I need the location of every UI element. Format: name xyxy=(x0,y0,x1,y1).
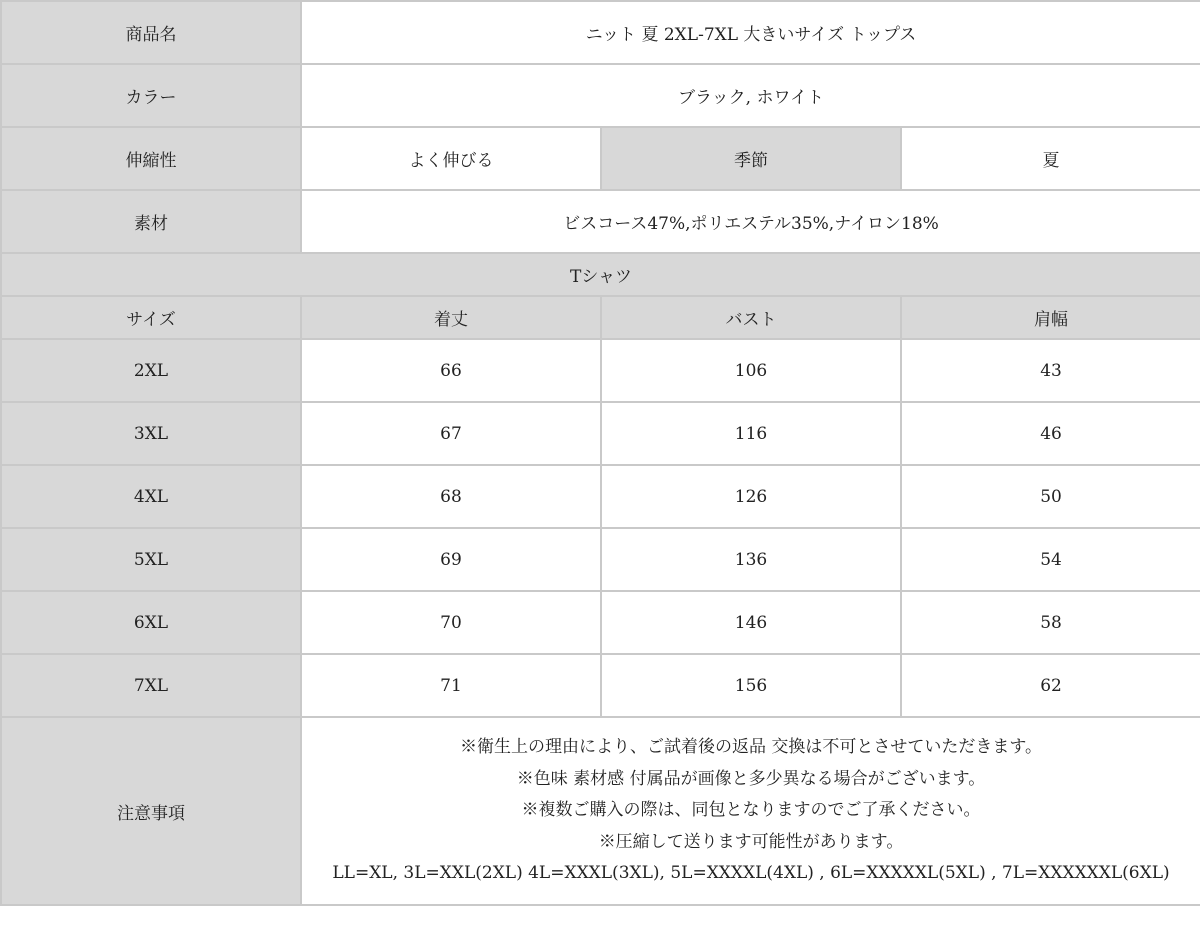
notes-content xyxy=(301,717,1200,905)
shoulder-cell: 43 xyxy=(901,339,1200,402)
stretch-value: よく伸びる xyxy=(301,127,601,190)
size-header: サイズ xyxy=(1,296,301,339)
product-name-value: ニット 夏 2XL-7XL 大きいサイズ トップス xyxy=(301,1,1200,64)
size-table-title: Tシャツ xyxy=(1,253,1200,296)
table-row xyxy=(1,528,1200,591)
table-row xyxy=(1,402,1200,465)
material-value: ビスコース47%,ポリエステル35%,ナイロン18% xyxy=(301,190,1200,253)
bust-cell: 106 xyxy=(601,339,901,402)
stretch-season-row xyxy=(1,127,1200,190)
note-line: ※圧縮して送ります可能性があります。 xyxy=(598,831,904,852)
season-label: 季節 xyxy=(601,127,901,190)
shoulder-cell: 54 xyxy=(901,528,1200,591)
shoulder-cell: 62 xyxy=(901,654,1200,717)
size-cell: 2XL xyxy=(1,339,301,402)
table-row xyxy=(1,465,1200,528)
length-cell: 71 xyxy=(301,654,601,717)
notes-label: 注意事項 xyxy=(1,717,301,905)
material-row xyxy=(1,190,1200,253)
color-row xyxy=(1,64,1200,127)
size-cell: 3XL xyxy=(1,402,301,465)
bust-cell: 156 xyxy=(601,654,901,717)
note-line: ※衛生上の理由により、ご試着後の返品 交換は不可とさせていただきます。 xyxy=(459,737,1043,758)
shoulder-header: 肩幅 xyxy=(901,296,1200,339)
color-label: カラー xyxy=(1,64,301,127)
size-header-row xyxy=(1,296,1200,339)
length-cell: 70 xyxy=(301,591,601,654)
length-cell: 66 xyxy=(301,339,601,402)
table-row xyxy=(1,654,1200,717)
shoulder-cell: 58 xyxy=(901,591,1200,654)
shoulder-cell: 50 xyxy=(901,465,1200,528)
shoulder-cell: 46 xyxy=(901,402,1200,465)
bust-cell: 116 xyxy=(601,402,901,465)
size-conversion-note: LL=XL, 3L=XXL(2XL) 4L=XXXL(3XL), 5L=XXXXL(4XL) , 6L=XXXXXL(5XL) , 7L=XXXXXXL(6XL) xyxy=(332,863,1170,884)
product-name-row xyxy=(1,1,1200,64)
length-cell: 67 xyxy=(301,402,601,465)
size-cell: 5XL xyxy=(1,528,301,591)
material-label: 素材 xyxy=(1,190,301,253)
size-cell: 7XL xyxy=(1,654,301,717)
size-table-title-row xyxy=(1,253,1200,296)
product-name-label: 商品名 xyxy=(1,1,301,64)
notes-row xyxy=(1,717,1200,905)
stretch-label: 伸縮性 xyxy=(1,127,301,190)
table-row xyxy=(1,339,1200,402)
bust-cell: 136 xyxy=(601,528,901,591)
season-value: 夏 xyxy=(901,127,1200,190)
table-row xyxy=(1,591,1200,654)
size-cell: 6XL xyxy=(1,591,301,654)
color-value: ブラック, ホワイト xyxy=(301,64,1200,127)
length-cell: 68 xyxy=(301,465,601,528)
bust-cell: 126 xyxy=(601,465,901,528)
note-line: ※複数ご購入の際は、同包となりますのでご了承ください。 xyxy=(521,800,981,821)
note-line: ※色味 素材感 付属品が画像と多少異なる場合がございます。 xyxy=(516,768,986,789)
bust-cell: 146 xyxy=(601,591,901,654)
size-cell: 4XL xyxy=(1,465,301,528)
length-header: 着丈 xyxy=(301,296,601,339)
bust-header: バスト xyxy=(601,296,901,339)
length-cell: 69 xyxy=(301,528,601,591)
